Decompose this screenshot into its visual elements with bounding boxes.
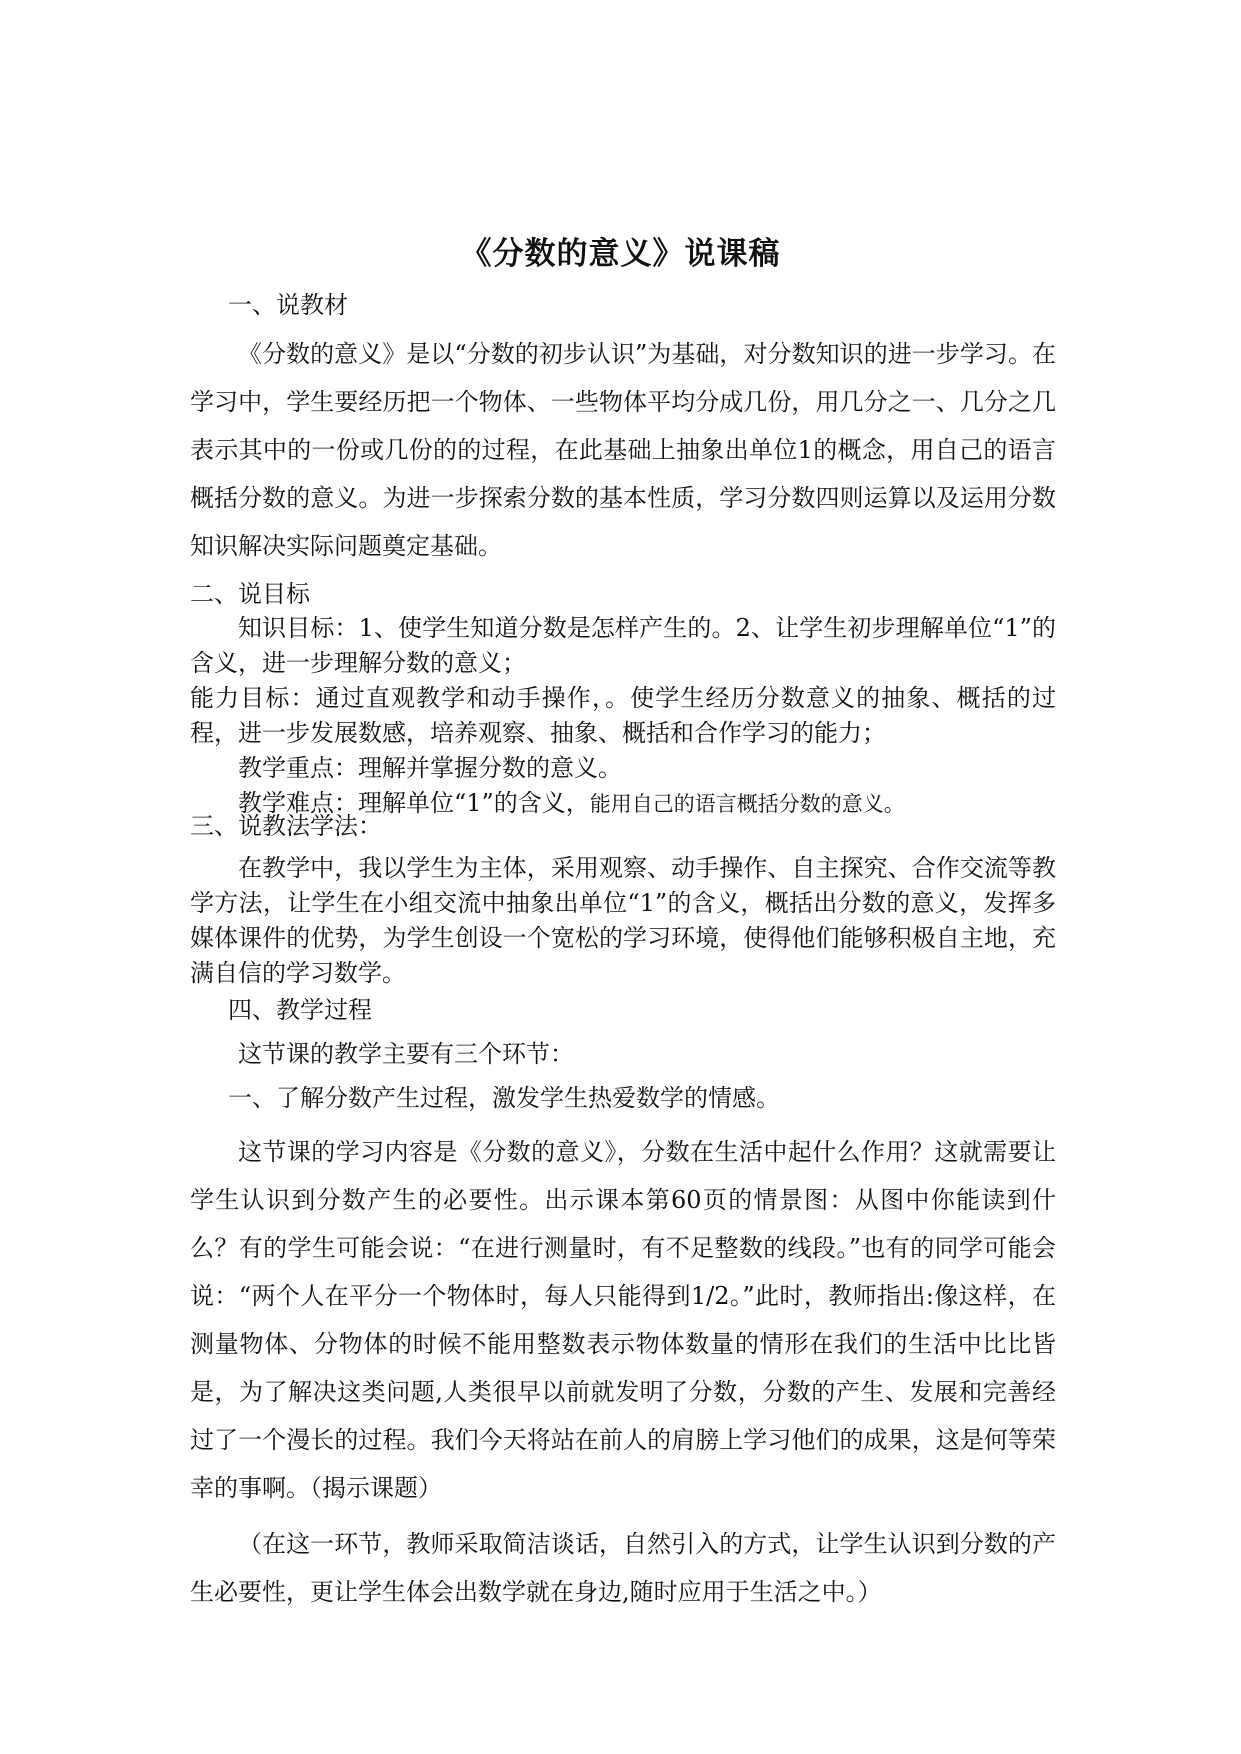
section-3-body	[190, 851, 1056, 991]
step-1-note	[190, 1520, 1056, 1616]
knowledge-goal-label: 知识目标：	[238, 614, 359, 642]
section-1-body	[190, 330, 1056, 570]
section-4-intro: 这节课的教学主要有三个环节：	[238, 1040, 574, 1068]
paragraph: 这节课的学习内容是《分数的意义》，分数在生活中起什么作用？这就需要让学生认识到分数产生的必要性。出示课本第60页的情景图：从图中你能读到什么？有的学生可能会说：“在进行测量时，有不足整数的线段。”也有的同学可能会说：“两个人在平分一个物体时，每人只能得到1/2。”此时，教师指出:像这样，在测量物体、分物体的时候不能用整数表示物体数量的情形在我们的生活中比比皆是，为了解决这类问题,人类很早以前就发明了分数，分数的产生、发展和完善经过了一个漫长的过程。我们今天将站在前人的肩膀上学习他们的成果，这是何等荣幸的事啊。（揭示课题）	[190, 1138, 1056, 1502]
section-2-body	[190, 611, 1056, 822]
paragraph: （在这一环节，教师采取简洁谈话，自然引入的方式，让学生认识到分数的产生必要性，更让学生体会出数学就在身边,随时应用于生活之中。）	[190, 1530, 1056, 1606]
ability-goal: 能力目标：通过直观教学和动手操作，。使学生经历分数意义的抽象、概括的过程，进一步发展数感，培养观察、抽象、概括和合作学习的能力；	[190, 684, 1056, 747]
difficulty-label: 教学难点：理解单位“1”的含义，	[238, 789, 590, 817]
paragraph: 《分数的意义》是以“分数的初步认识”为基础，对分数知识的进一步学习。在学习中，学生要经历把一个物体、一些物体平均分成几份，用几分之一、几分之几表示其中的一份或几份的的过程，在此基础上抽象出单位1的概念，用自己的语言概括分数的意义。为进一步探索分数的基本性质，学习分数四则运算以及运用分数知识解决实际问题奠定基础。	[190, 340, 1056, 560]
knowledge-goal-text: 1、使学生知道分数是怎样产生的。2、让学生初步理解单位“1”的含义，进一步理解分数的意义；	[190, 614, 1056, 677]
section-3-heading: 三、说教法学法：	[190, 812, 382, 840]
document-title: 《分数的意义》说课稿	[460, 236, 781, 272]
section-2-heading: 二、说目标	[190, 580, 310, 608]
step-1-heading: 一、了解分数产生过程，激发学生热爱数学的情感。	[228, 1084, 780, 1112]
step-1-body	[190, 1128, 1056, 1512]
knowledge-goal	[190, 611, 1056, 681]
paragraph: 在教学中，我以学生为主体，采用观察、动手操作、自主探究、合作交流等教学方法，让学生在小组交流中抽象出单位“1”的含义，概括出分数的意义，发挥多媒体课件的优势，为学生创设一个宽松的学习环境，使得他们能够积极自主地，充满自信的学习数学。	[190, 854, 1056, 987]
key-point: 教学重点：理解并掌握分数的意义。	[238, 754, 622, 782]
section-4-heading: 四、教学过程	[228, 996, 372, 1024]
section-1-heading: 一、说教材	[228, 291, 348, 319]
difficulty-tail: 能用自己的语言概括分数的意义。	[589, 792, 905, 816]
